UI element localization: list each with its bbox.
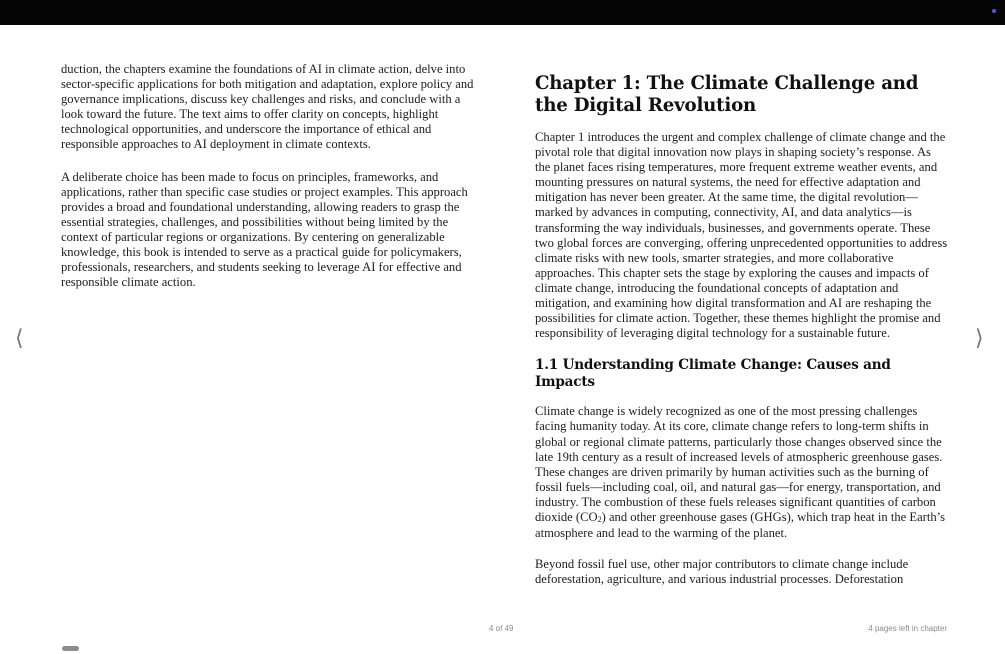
- next-page-icon[interactable]: ⟩: [975, 326, 984, 351]
- left-paragraph-1: duction, the chapters examine the foundations of AI in climate action, delve into sector-specific applications for both mitigation and adaptation, explore policy and governance implications, discuss key challenges and risks, and conclude with a look toward the future. The text aims to offer clarity on concepts, highlight technological opportunities, and underscore the importance of ethical and responsible approaches to AI deployment in climate contexts.: [61, 62, 474, 152]
- page-count: 4 of 49: [489, 624, 514, 633]
- previous-page-icon[interactable]: ⟨: [15, 326, 24, 351]
- left-page: [61, 62, 481, 290]
- status-dot-icon: [992, 9, 996, 13]
- subscript-two: 2: [597, 514, 602, 524]
- section-paragraph-2: Beyond fossil fuel use, other major contributors to climate change include deforestation, agriculture, and various industrial processes. Deforestation: [535, 557, 909, 587]
- page-scrubber-handle[interactable]: [62, 646, 79, 651]
- chapter-title: Chapter 1: The Climate Challenge and the Digital Revolution: [535, 73, 919, 116]
- right-page: [535, 73, 948, 587]
- section-paragraph-1-text-end: ) and other greenhouse gases (GHGs), which trap heat in the Earth’s atmosphere and lead to the warming of the planet.: [535, 509, 946, 541]
- section-title: 1.1 Understanding Climate Change: Causes and Impacts: [535, 357, 891, 391]
- pages-left-in-chapter: 4 pages left in chapter: [868, 624, 947, 633]
- section-paragraph-1: [535, 404, 948, 541]
- top-bar: [0, 0, 1005, 25]
- section-paragraph-1-text: Climate change is widely recognized as one of the most pressing challenges facing humanity today. At its core, climate change refers to long-term shifts in global or regional climate patterns, particularly those changes observed since the late 19th century as a result of increased levels of atmospheric greenhouse gases. These changes are driven primarily by human activities such as the burning of fossil fuels—including coal, oil, and natural gas—for energy, transportation, and industry. The combustion of these fuels releases significant quantities of carbon dioxide (CO: [535, 404, 943, 524]
- chapter-intro-paragraph: Chapter 1 introduces the urgent and complex challenge of climate change and the pivotal role that digital innovation now plays in shaping society’s response. As the planet faces rising temperatures, more frequent extreme weather events, and mounting pressures on natural systems, the need for effective adaptation and mitigation has never been greater. At the same time, the digital revolution—marked by advances in computing, connectivity, AI, and data analytics—is transforming the way individuals, businesses, and governments operate. These two global forces are converging, offering unprecedented opportunities to address climate risks with new tools, smarter strategies, and more collaborative approaches. This chapter sets the stage by exploring the causes and impacts of climate change, introducing the foundational concepts of adaptation and mitigation, and examining how digital transformation and AI are reshaping the possibilities for climate action. Together, these themes highlight the promise and responsibility of leveraging digital technology for a sustainable future.: [535, 130, 948, 341]
- left-paragraph-2: A deliberate choice has been made to focus on principles, frameworks, and applications, rather than specific case studies or project examples. This approach provides a broad and foundational understanding, allowing readers to grasp the essential strategies, challenges, and possibilities without being limited by the context of particular regions or organizations. By centering on generalizable knowledge, this book is intended to serve as a practical guide for policymakers, professionals, researchers, and students seeking to leverage AI for effective and responsible climate action.: [61, 169, 468, 290]
